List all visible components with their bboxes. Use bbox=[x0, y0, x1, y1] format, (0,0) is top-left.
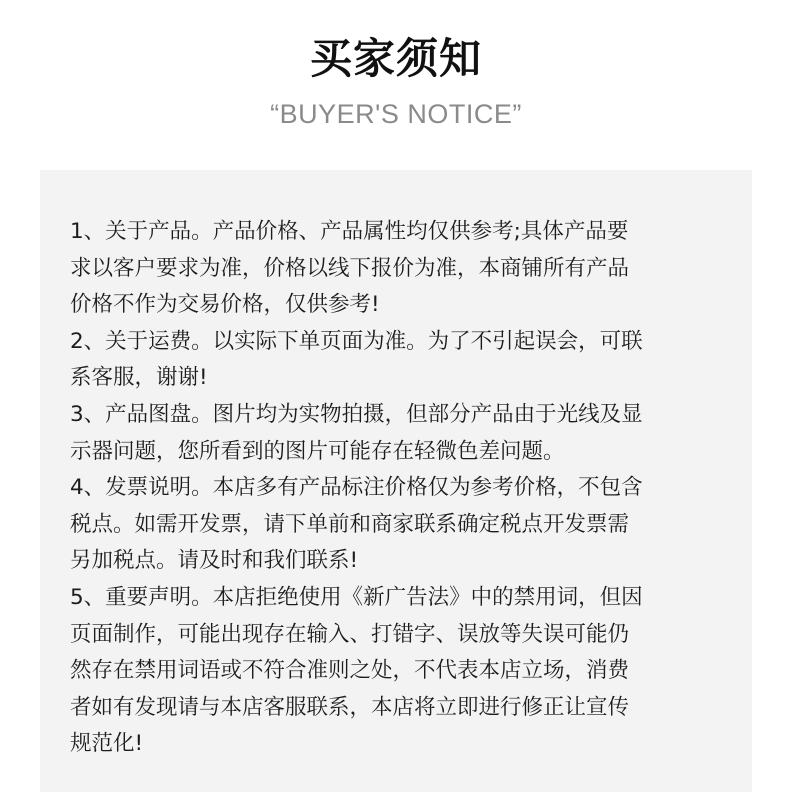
notice-line: 求以客户要求为准，价格以线下报价为准，本商铺所有产品 bbox=[70, 255, 630, 281]
page-subtitle: “BUYER'S NOTICE” bbox=[270, 99, 522, 129]
notice-line: 示器问题，您所看到的图片可能存在轻微色差问题。 bbox=[70, 438, 565, 464]
notice-line: 税点。如需开发票，请下单前和商家联系确定税点开发票需 bbox=[70, 511, 630, 537]
notice-line: 1、关于产品。产品价格、产品属性均仅供参考;具体产品要 bbox=[70, 219, 629, 244]
notice-line: 者如有发现请与本店客服联系，本店将立即进行修正让宣传 bbox=[70, 694, 630, 720]
notice-line: 另加税点。请及时和我们联系! bbox=[70, 548, 359, 574]
notice-text bbox=[70, 214, 730, 763]
page-title: 买家须知 bbox=[309, 34, 482, 83]
notice-line: 4、发票说明。本店多有产品标注价格仅为参考价格，不包含 bbox=[70, 475, 643, 501]
notice-line: 5、重要声明。本店拒绝使用《新广告法》中的禁用词，但因 bbox=[70, 584, 643, 610]
notice-line: 价格不作为交易价格，仅供参考! bbox=[70, 292, 380, 318]
notice-line: 系客服，谢谢! bbox=[70, 365, 208, 391]
notice-line: 页面制作，可能出现存在输入、打错字、误放等失误可能仍 bbox=[70, 621, 630, 647]
notice-line: 2、关于运费。以实际下单页面为准。为了不引起误会，可联 bbox=[70, 328, 643, 354]
notice-line: 3、产品图盘。图片均为实物拍摄，但部分产品由于光线及显 bbox=[70, 401, 643, 427]
notice-line: 然存在禁用词语或不符合准则之处，不代表本店立场，消费 bbox=[70, 658, 630, 684]
notice-line: 规范化! bbox=[70, 731, 144, 757]
